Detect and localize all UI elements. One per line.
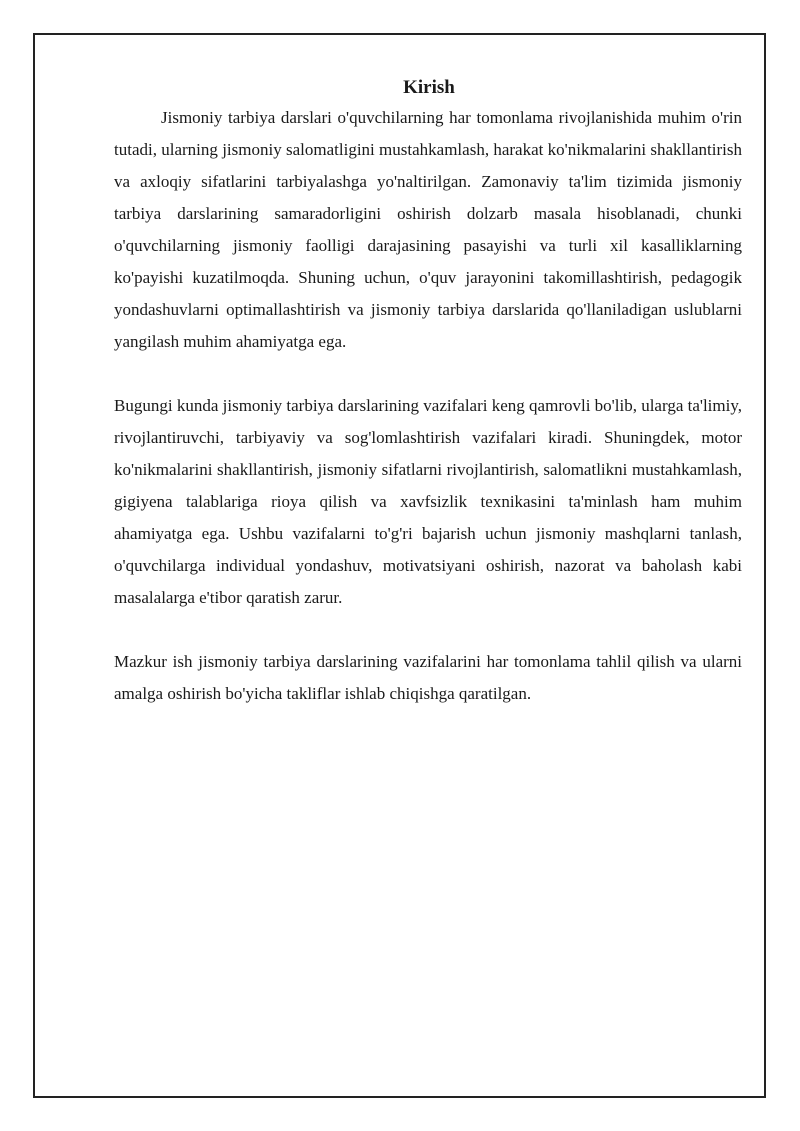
paragraph-1: Jismoniy tarbiya darslari o'quvchilarning har tomonlama rivojlanishida muhim o'rin tutadi, ularning jismoniy salomatligini mustahkamlash, harakat ko'nikmalarini shakllantirish va axloqiy sifatlarini tarbiyalashga yo'naltirilgan. Zamonaviy ta'lim tizimida jismoniy tarbiya darslarining samaradorligini oshirish dolzarb masala hisoblanadi, chunki o'quvchilarning jismoniy faolligi darajasining pasayishi va turli xil kasalliklarning ko'payishi kuzatilmoqda. Shuning uchun, o'quv jarayonini takomillashtirish, pedagogik yondashuvlarni optimallashtirish va jismoniy tarbiya darslarida qo'llaniladigan uslublarni yangilash muhim ahamiyatga ega. — [114, 108, 742, 351]
paragraph-2: Bugungi kunda jismoniy tarbiya darslarining vazifalari keng qamrovli bo'lib, ularga ta'limiy, rivojlantiruvchi, tarbiyaviy va sog'lomlashtirish vazifalari kiradi. Shuningdek, motor ko'nikmalarini shakllantirish, jismoniy sifatlarni rivojlantirish, salomatlikni mustahkamlash, gigiyena talablariga rioya qilish va xavfsizlik texnikasini ta'minlash ham muhim ahamiyatga ega. Ushbu vazifalarni to'g'ri bajarish uchun jismoniy mashqlarni tanlash, o'quvchilarga individual yondashuv, motivatsiyani oshirish, nazorat va baholash kabi masalalarga e'tibor qaratish zarur. — [114, 396, 742, 607]
paragraph-spacer — [114, 358, 742, 390]
paragraph-spacer — [114, 614, 742, 646]
document-title: Kirish — [403, 77, 455, 98]
paragraph-3: Mazkur ish jismoniy tarbiya darslarining vazifalarini har tomonlama tahlil qilish va ularni amalga oshirish bo'yicha takliflar ishlab chiqishga qaratilgan. — [114, 652, 742, 703]
document-body — [114, 74, 742, 710]
